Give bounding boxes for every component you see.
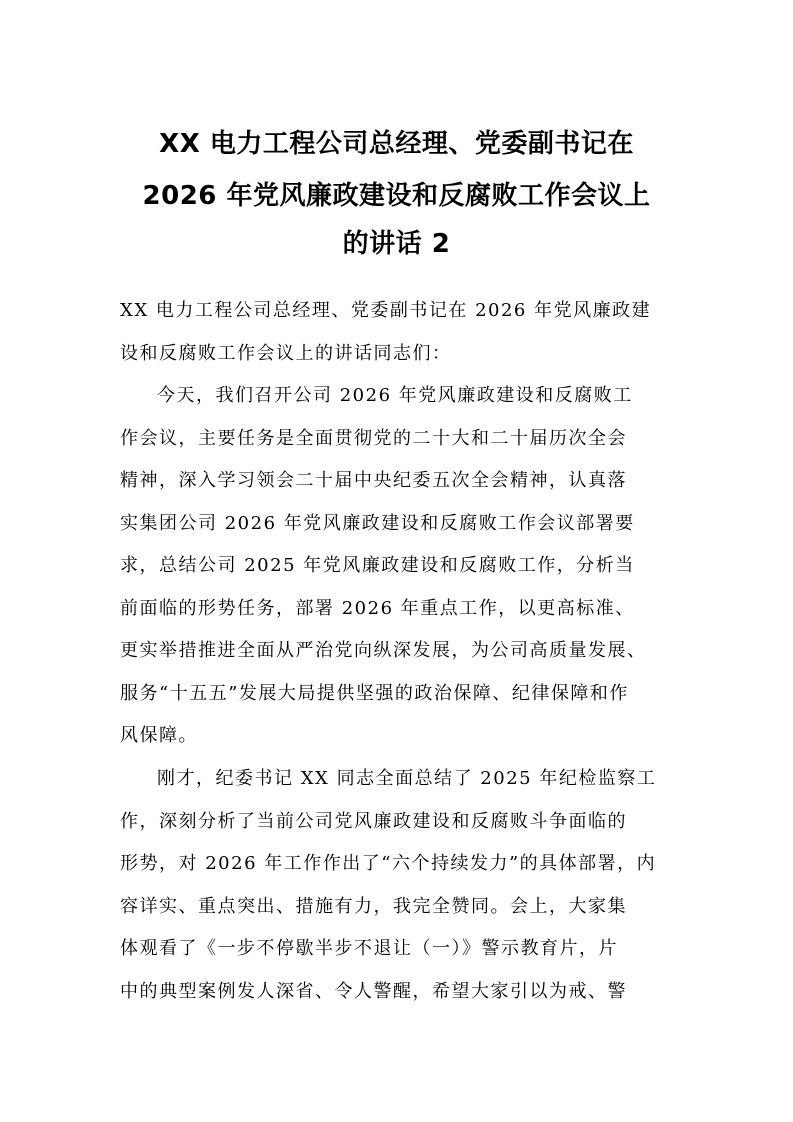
body-line: 刚才，纪委书记 XX 同志全面总结了 2025 年纪检监察工 [157, 768, 657, 789]
body-line: 作，深刻分析了当前公司党风廉政建设和反腐败斗争面临的 [120, 811, 627, 832]
body-line: 体观看了《一步不停歇半步不退让（一）》警示教育片，片 [120, 938, 618, 959]
body-line: 更实举措推进全面从严治党向纵深发展，为公司高质量发展、 [120, 640, 647, 661]
body-line: 形势，对 2026 年工作作出了“六个持续发力”的具体部署，内 [120, 853, 657, 874]
document-title-line-1: XX 电力工程公司总经理、党委副书记在 [159, 129, 634, 159]
body-line: 容详实、重点突出、措施有力，我完全赞同。会上，大家集 [120, 896, 627, 917]
body-line: 中的典型案例发人深省、令人警醒，希望大家引以为戒、警 [120, 981, 627, 1002]
body-line: 今天，我们召开公司 2026 年党风廉政建设和反腐败工 [157, 385, 633, 406]
body-line: 服务“十五五”发展大局提供坚强的政治保障、纪律保障和作 [120, 683, 629, 704]
body-line: 设和反腐败工作会议上的讲话同志们： [120, 343, 452, 364]
body-line: 风保障。 [120, 725, 198, 746]
body-line: 作会议，主要任务是全面贯彻党的二十大和二十届历次全会 [120, 428, 627, 449]
body-line: 前面临的形势任务，部署 2026 年重点工作，以更高标准、 [120, 598, 635, 619]
document-title-line-3: 的讲话 2 [342, 229, 451, 259]
body-line: 求，总结公司 2025 年党风廉政建设和反腐败工作，分析当 [120, 555, 635, 576]
body-line: 精神，深入学习领会二十届中央纪委五次全会精神，认真落 [120, 470, 627, 491]
body-line: 实集团公司 2026 年党风廉政建设和反腐败工作会议部署要 [120, 513, 635, 534]
body-line: XX 电力工程公司总经理、党委副书记在 2026 年党风廉政建 [120, 300, 652, 321]
document-title-line-2: 2026 年党风廉政建设和反腐败工作会议上 [142, 181, 651, 211]
